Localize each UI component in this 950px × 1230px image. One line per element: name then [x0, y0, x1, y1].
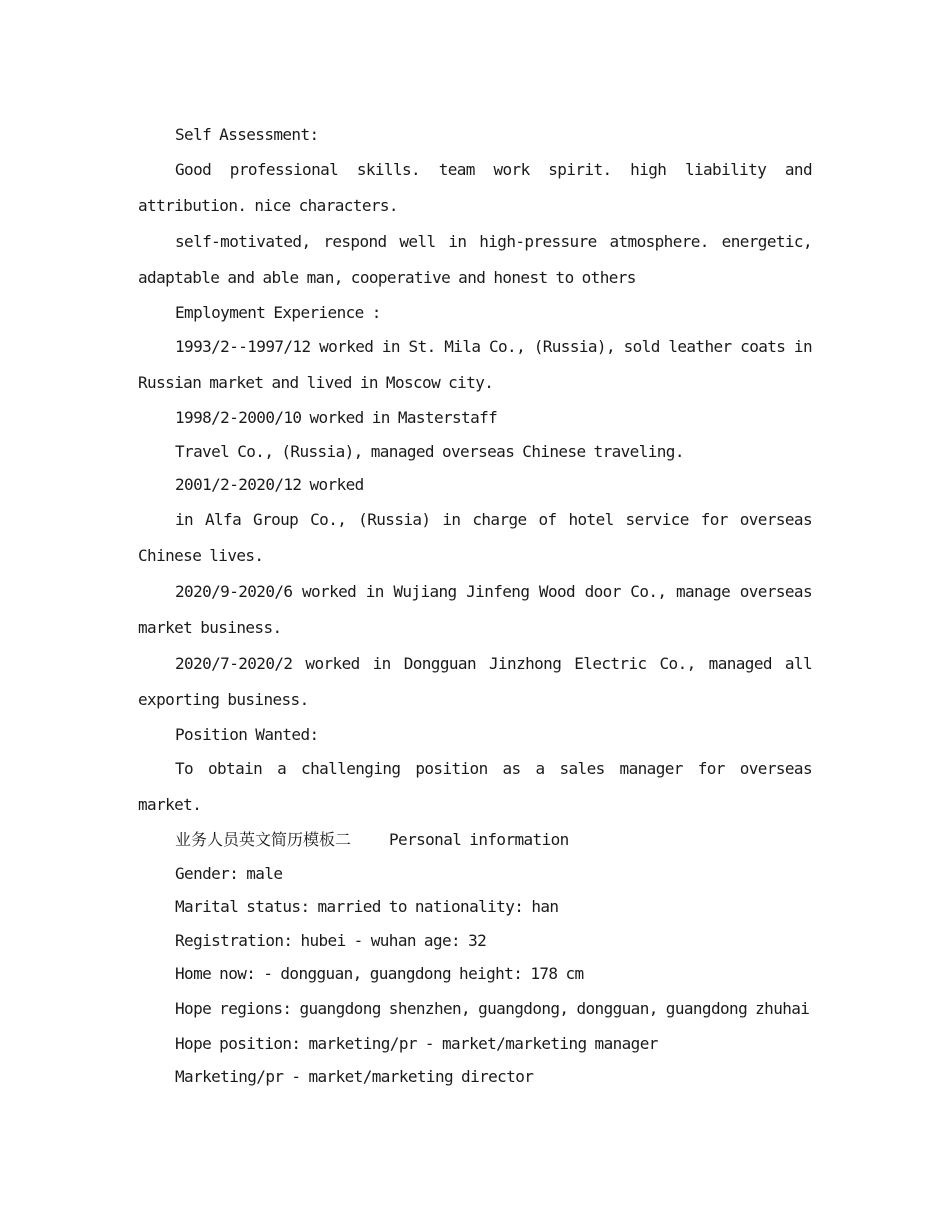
template-title-en: Personal information — [389, 830, 569, 849]
gender-line: Gender: male — [175, 863, 283, 883]
skills-paragraph: Good professional skills. team work spirit. high liability and attribution. nice characters. — [138, 159, 812, 215]
template-two-title — [138, 823, 812, 857]
resume-text — [138, 118, 812, 1094]
job-entry-2a: 1998/2-2000/10 worked in Masterstaff — [175, 408, 498, 427]
template-title-cn: 业务人员英文简历模板二 — [175, 830, 352, 849]
hope-position-line-2: Marketing/pr - market/marketing director — [175, 1067, 534, 1086]
marital-line: Marital status: married to nationality: han — [175, 897, 559, 916]
job-entry-4: 2020/9-2020/6 worked in Wujiang Jinfeng Wood door Co., manage overseas market business. — [138, 581, 812, 637]
regions-line: Hope regions: guangdong shenzhen, guangdong, dongguan, guangdong zhuhai — [175, 998, 810, 1018]
position-heading: Position Wanted: — [175, 724, 319, 744]
job-entry-1: 1993/2--1997/12 worked in St. Mila Co., (Russia), sold leather coats in Russian market and lived in Moscow city. — [138, 337, 812, 392]
job-entry-2b: Travel Co., (Russia), managed overseas Chinese traveling. — [175, 441, 684, 461]
registration-line: Registration: hubei - wuhan age: 32 — [175, 930, 487, 950]
position-paragraph: To obtain a challenging position as a sales manager for overseas market. — [138, 759, 812, 814]
job-entry-5: 2020/7-2020/2 worked in Dongguan Jinzhong Electric Co., managed all exporting business. — [138, 653, 812, 709]
job-entry-3a: 2001/2-2020/12 worked — [175, 475, 364, 494]
job-entry-3b: in Alfa Group Co., (Russia) in charge of hotel service for overseas Chinese lives. — [138, 509, 812, 565]
employment-heading: Employment Experience : — [175, 302, 381, 322]
home-line: Home now: - dongguan, guangdong height: 178 cm — [175, 964, 584, 983]
motivation-paragraph: self-motivated, respond well in high-pressure atmosphere. energetic, adaptable and able man, cooperative and honest to others — [138, 231, 812, 287]
hope-position-line: Hope position: marketing/pr - market/marketing manager — [175, 1033, 658, 1053]
self-assessment-heading: Self Assessment: — [175, 125, 319, 144]
